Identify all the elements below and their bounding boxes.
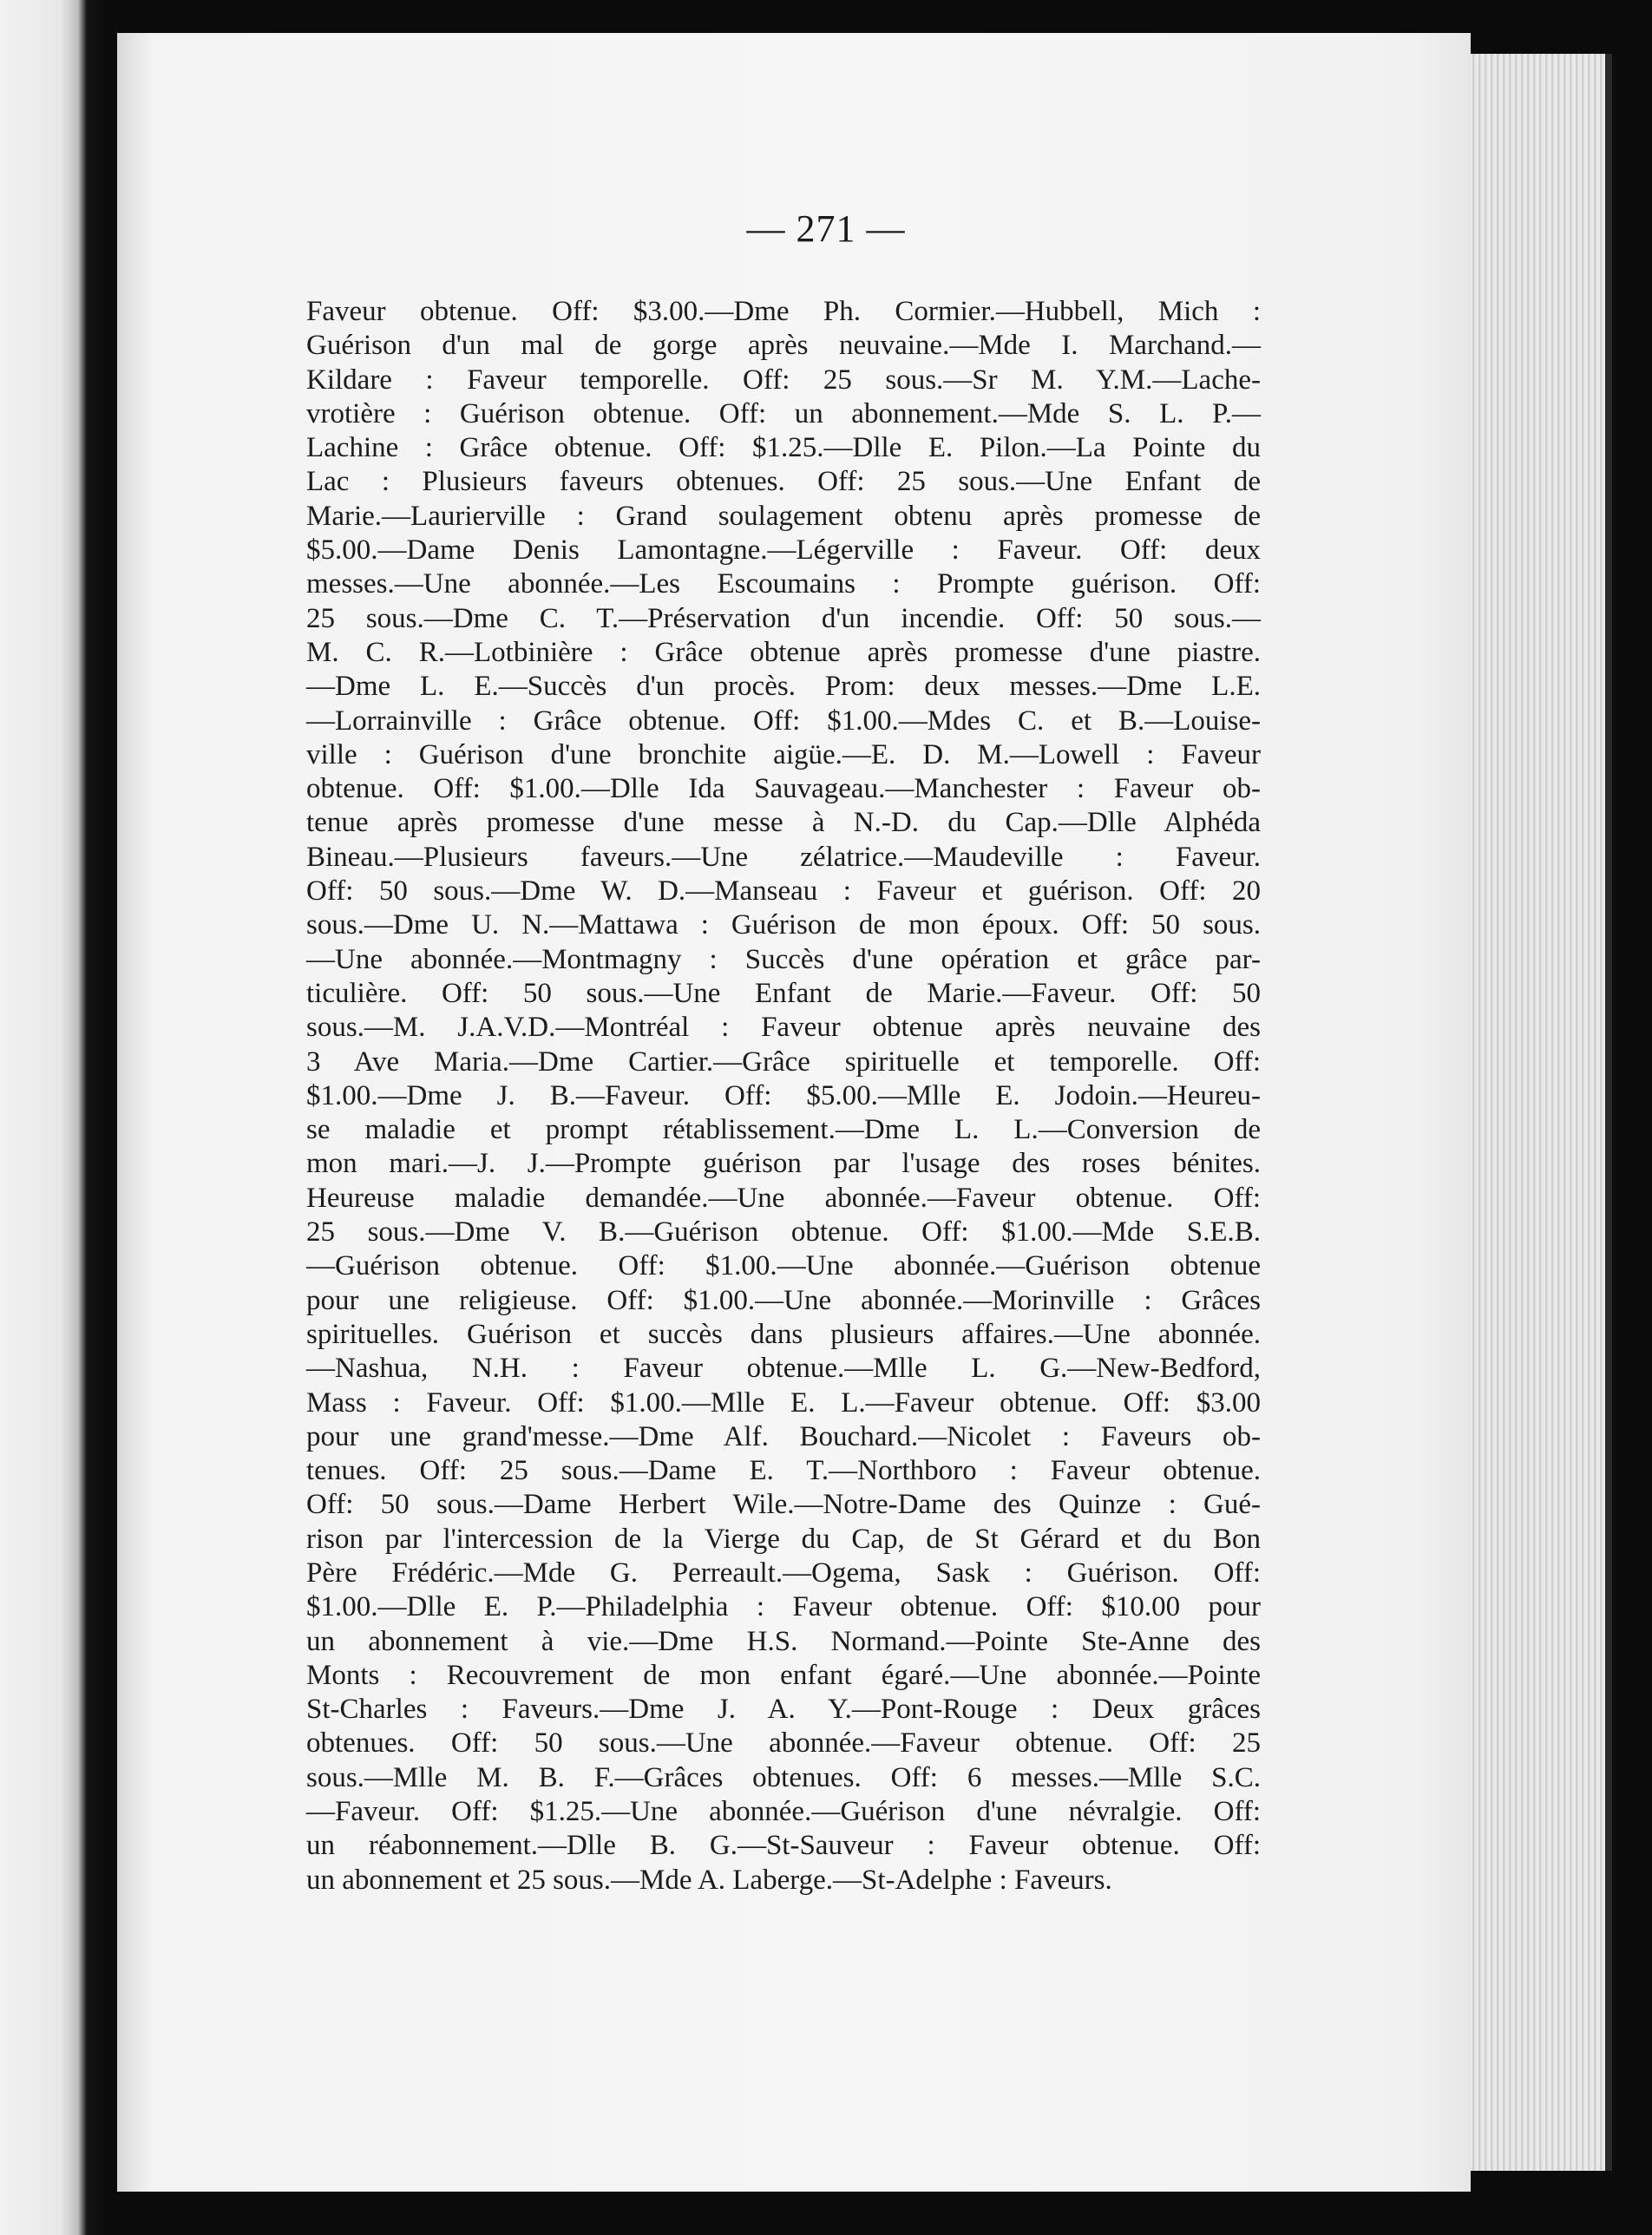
text-line: $1.00.—Dlle E. P.—Philadelphia : Faveur obtenue. Off: $10.00 pour xyxy=(306,1591,1261,1623)
text-line: 25 sous.—Dme V. B.—Guérison obtenue. Off: $1.00.—Mde S.E.B. xyxy=(306,1216,1261,1249)
text-line: Monts : Recouvrement de mon enfant égaré.—Une abonnée.—Pointe xyxy=(306,1659,1261,1691)
text-line: St-Charles : Faveurs.—Dme J. A. Y.—Pont-Rouge : Deux grâces xyxy=(306,1694,1261,1726)
text-line: un abonnement à vie.—Dme H.S. Normand.—Pointe Ste-Anne des xyxy=(306,1625,1261,1657)
page-text xyxy=(306,295,1261,1897)
text-line: Lachine : Grâce obtenue. Off: $1.25.—Dlle E. Pilon.—La Pointe du xyxy=(306,432,1261,464)
text-line: obtenue. Off: $1.00.—Dlle Ida Sauvageau.—Manchester : Faveur ob- xyxy=(306,773,1261,805)
text-line: $1.00.—Dme J. B.—Faveur. Off: $5.00.—Mlle E. Jodoin.—Heureu- xyxy=(306,1079,1261,1111)
text-line: Marie.—Laurierville : Grand soulagement obtenu après promesse de xyxy=(306,500,1261,532)
text-line: Père Frédéric.—Mde G. Perreault.—Ogema, Sask : Guérison. Off: xyxy=(306,1557,1261,1589)
text-line: sous.—Dme U. N.—Mattawa : Guérison de mon époux. Off: 50 sous. xyxy=(306,909,1261,941)
text-line: vrotière : Guérison obtenue. Off: un abonnement.—Mde S. L. P.— xyxy=(306,397,1261,429)
text-line: —Lorrainville : Grâce obtenue. Off: $1.00.—Mdes C. et B.—Louise- xyxy=(306,705,1261,737)
text-line: Mass : Faveur. Off: $1.00.—Mlle E. L.—Faveur obtenue. Off: $3.00 xyxy=(306,1386,1261,1419)
text-line: mon mari.—J. J.—Prompte guérison par l'usage des roses bénites. xyxy=(306,1148,1261,1180)
text-line: un réabonnement.—Dlle B. G.—St-Sauveur : Faveur obtenue. Off: xyxy=(306,1830,1261,1862)
text-line: messes.—Une abonnée.—Les Escoumains : Prompte guérison. Off: xyxy=(306,568,1261,600)
text-line: Bineau.—Plusieurs faveurs.—Une zélatrice.—Maudeville : Faveur. xyxy=(306,841,1261,873)
text-line: Off: 50 sous.—Dame Herbert Wile.—Notre-Dame des Quinze : Gué- xyxy=(306,1489,1261,1521)
page-stack-edge xyxy=(1466,54,1612,2171)
previous-page-edge xyxy=(0,0,104,2235)
text-line: spirituelles. Guérison et succès dans plusieurs affaires.—Une abonnée. xyxy=(306,1318,1261,1350)
text-line: Off: 50 sous.—Dme W. D.—Manseau : Faveur et guérison. Off: 20 xyxy=(306,875,1261,908)
text-line: obtenues. Off: 50 sous.—Une abonnée.—Faveur obtenue. Off: 25 xyxy=(306,1727,1261,1760)
text-line: —Dme L. E.—Succès d'un procès. Prom: deux messes.—Dme L.E. xyxy=(306,671,1261,703)
text-line: Kildare : Faveur temporelle. Off: 25 sous.—Sr M. Y.M.—Lache- xyxy=(306,364,1261,396)
text-line: rison par l'intercession de la Vierge du Cap, de St Gérard et du Bon xyxy=(306,1523,1261,1555)
text-line: pour une religieuse. Off: $1.00.—Une abonnée.—Morinville : Grâces xyxy=(306,1284,1261,1316)
text-line: ville : Guérison d'une bronchite aigüe.—E. D. M.—Lowell : Faveur xyxy=(306,738,1261,770)
text-line: $5.00.—Dame Denis Lamontagne.—Légerville : Faveur. Off: deux xyxy=(306,534,1261,567)
text-line: —Nashua, N.H. : Faveur obtenue.—Mlle L. G.—New-Bedford, xyxy=(306,1353,1261,1385)
text-line: —Une abonnée.—Montmagny : Succès d'une opération et grâce par- xyxy=(306,943,1261,975)
text-line: —Faveur. Off: $1.25.—Une abonnée.—Guérison d'une névralgie. Off: xyxy=(306,1796,1261,1828)
text-line: sous.—Mlle M. B. F.—Grâces obtenues. Off: 6 messes.—Mlle S.C. xyxy=(306,1761,1261,1793)
text-line: Guérison d'un mal de gorge après neuvaine.—Mde I. Marchand.— xyxy=(306,330,1261,362)
text-line: ticulière. Off: 50 sous.—Une Enfant de Marie.—Faveur. Off: 50 xyxy=(306,977,1261,1009)
page-number: — 271 — xyxy=(746,207,906,250)
text-line: pour une grand'messe.—Dme Alf. Bouchard.—Nicolet : Faveurs ob- xyxy=(306,1420,1261,1452)
text-line: Heureuse maladie demandée.—Une abonnée.—Faveur obtenue. Off: xyxy=(306,1182,1261,1214)
text-line: M. C. R.—Lotbinière : Grâce obtenue après promesse d'une piastre. xyxy=(306,636,1261,668)
text-line: tenue après promesse d'une messe à N.-D. du Cap.—Dlle Alphéda xyxy=(306,807,1261,839)
text-line: un abonnement et 25 sous.—Mde A. Laberge.—St-Adelphe : Faveurs. xyxy=(306,1864,1112,1896)
text-line: tenues. Off: 25 sous.—Dame E. T.—Northboro : Faveur obtenue. xyxy=(306,1455,1261,1487)
text-line: Lac : Plusieurs faveurs obtenues. Off: 25 sous.—Une Enfant de xyxy=(306,466,1261,498)
text-line: se maladie et prompt rétablissement.—Dme L. L.—Conversion de xyxy=(306,1114,1261,1146)
text-line: 3 Ave Maria.—Dme Cartier.—Grâce spirituelle et temporelle. Off: xyxy=(306,1045,1261,1078)
text-line: sous.—M. J.A.V.D.—Montréal : Faveur obtenue après neuvaine des xyxy=(306,1012,1261,1044)
text-line: Faveur obtenue. Off: $3.00.—Dme Ph. Cormier.—Hubbell, Mich : xyxy=(306,296,1261,327)
text-line: —Guérison obtenue. Off: $1.00.—Une abonnée.—Guérison obtenue xyxy=(306,1250,1261,1282)
text-line: 25 sous.—Dme C. T.—Préservation d'un incendie. Off: 50 sous.— xyxy=(306,602,1261,634)
